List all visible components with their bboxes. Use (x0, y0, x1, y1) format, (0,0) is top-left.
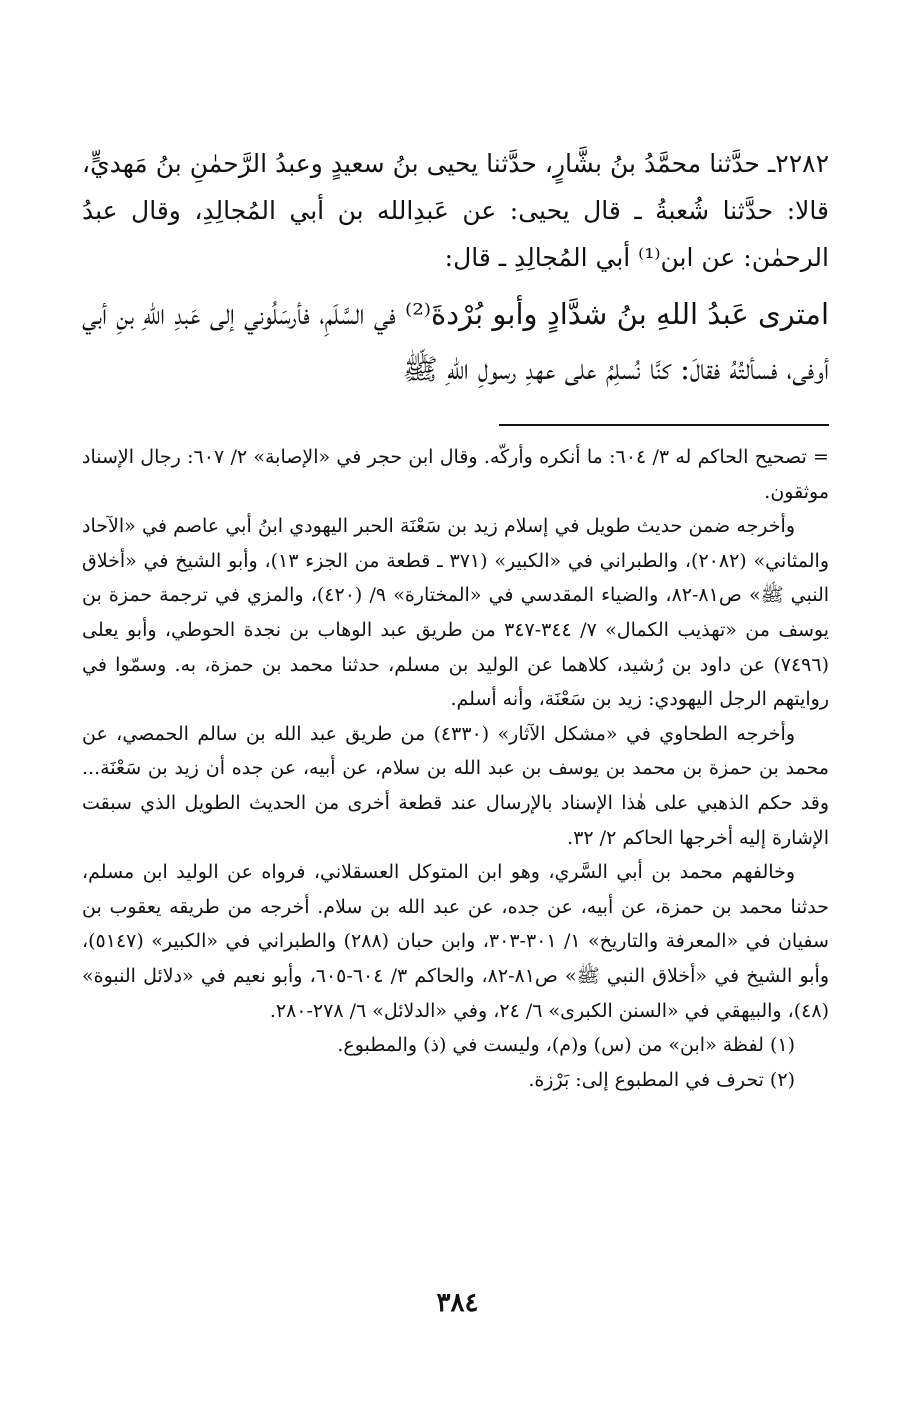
hadith-isnad: ٢٢٨٢ـ حدَّثنا محمَّدُ بنُ بشَّارٍ، حدَّثنا يحيى بنُ سعيدٍ وعبدُ الرَّحمٰنِ بنُ مَهديٍّ، قالا: حدَّثنا شُعبةُ ـ قال يحيى: عن عَبدِالله بن أبي المُجالِدِ، وقال عبدُ الرحمٰن: عن ابن⁽¹⁾ أبي المُجالِدِ ـ قال: (82, 149, 829, 272)
footnote-paragraph: وخالفهم محمد بن أبي السَّري، وهو ابن المتوكل العسقلاني، فرواه عن الوليد ابن مسلم، حدثنا محمد بن حمزة، عن أبيه، عن جده، عن عبد الله بن سلام. أخرجه من طريقه يعقوب بن سفيان في «المعرفة والتاريخ» ١/ ٣٠١-٣٠٣، وابن حبان (٢٨٨) والطبراني في «الكبير» (٥١٤٧)، وأبو الشيخ في «أخلاق النبي ﷺ» ص٨١-٨٢، والحاكم ٣/ ٦٠٤-٦٠٥، وأبو نعيم في «دلائل النبوة» (٤٨)، والبيهقي في «السنن الكبرى» ٦/ ٢٤، وفي «الدلائل» ٦/ ٢٧٨-٢٨٠. (82, 861, 829, 1022)
footnote-continuation: = تصحيح الحاكم له ٣/ ٦٠٤: ما أنكره وأركّه. وقال ابن حجر في «الإصابة» ٢/ ٦٠٧: رجال الإسناد موثقون. (82, 446, 829, 503)
hadith-body (82, 140, 829, 397)
footnote-1: (١) لفظة «ابن» من (س) و(م)، وليست في (ذ) والمطبوع. (337, 1034, 795, 1057)
footnotes (82, 440, 829, 1097)
page-number: ٣٨٤ (436, 1288, 479, 1318)
footnote-separator (499, 424, 829, 426)
footnote-2: (٢) تحرف في المطبوع إلى: بَرْزة. (528, 1068, 795, 1091)
footnote-paragraph: وأخرجه ضمن حديث طويل في إسلام زيد بن سَعْنَة الحبر اليهودي ابنُ أبي عاصم في «الآحاد والمثاني» (٢٠٨٢)، والطبراني في «الكبير» (٣٧١ ـ قطعة من الجزء ١٣)، وأبو الشيخ في «أخلاق النبي ﷺ» ص٨١-٨٢، والضياء المقدسي في «المختارة» ٩/ (٤٢٠)، والمزي في ترجمة حمزة بن يوسف من «تهذيب الكمال» ٧/ ٣٤٤-٣٤٧ من طريق عبد الوهاب بن نجدة الحوطي، وأبو يعلى (٧٤٩٦) عن داود بن رُشيد، كلاهما عن الوليد بن مسلم، حدثنا محمد بن حمزة، به. وسمّوا في روايتهم الرجل اليهودي: زيد بن سَعْنَة، وأنه أسلم. (82, 515, 830, 711)
hadith-matn: امترى عَبدُ اللهِ بنُ شدَّادٍ وأبو بُرْدةَ⁽²⁾ في السَّلَمِ، فأرسَلُوني إلى عَبدِ اللهِ بنِ أبي أوفى، فسألتُهُ فقالَ: كنَّا نُسلِمُ على عهدِ رسولِ اللهِ ﷺ (82, 297, 830, 386)
footnote-paragraph: وأخرجه الطحاوي في «مشكل الآثار» (٤٣٣٠) من طريق عبد الله بن سالم الحمصي، عن محمد بن حمزة بن محمد بن يوسف بن عبد الله بن سلام، عن أبيه، عن جده أن زيد بن سَعْنَة... وقد حكم الذهبي على هٰذا الإسناد بالإرسال عند قطعة أخرى من الحديث الطويل الذي سبقت الإشارة إليه أخرجها الحاكم ٢/ ٣٢. (82, 722, 829, 849)
